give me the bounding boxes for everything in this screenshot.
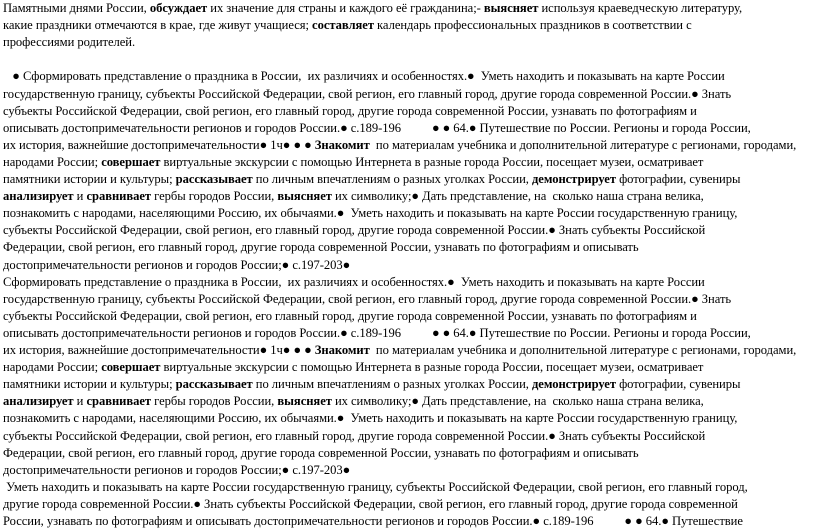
text-line — [3, 154, 703, 171]
text-run: и — [73, 189, 87, 204]
text-run: познакомить с народами, населяющими Россию, их обычаями.● Уметь находить и показывать на карте России государственную границу, — [3, 206, 738, 221]
text-line — [3, 17, 692, 34]
bold-term: рассказывает — [175, 172, 253, 186]
text-run: субъекты Российской Федерации, свой регион, его главный город, другие города современной России, узнавать по фотографиям и — [3, 103, 697, 118]
text-run: государственную границу, субъекты Российской Федерации, свой регион, его главный город, другие города современной России.● Знать — [3, 86, 732, 101]
text-run: памятники истории и культуры; — [3, 172, 176, 186]
bold-term: совершает — [101, 360, 161, 375]
text-line — [3, 137, 796, 154]
text-run: по материалам учебника и дополнительной литературе с регионами, городами, — [369, 343, 797, 357]
bold-term: обсуждает — [149, 1, 208, 15]
bold-term: демонстрирует — [531, 172, 616, 186]
bold-term: составляет — [312, 18, 374, 33]
text-line — [3, 120, 751, 137]
text-run: гербы городов России, — [151, 394, 278, 409]
text-line — [3, 291, 731, 308]
text-run: их история, важнейшие достопримечательности● 1ч● ● ● — [3, 137, 315, 152]
text-line — [3, 308, 697, 325]
text-run: по личным впечатлениям о разных уголках России, — [252, 172, 532, 186]
bold-term: выясняет — [483, 1, 539, 15]
text-run: их значение для страны и каждого её гражданина;- — [207, 1, 484, 15]
bold-term: выясняет — [277, 189, 332, 204]
bold-term: анализирует — [3, 189, 74, 204]
text-run: субъекты Российской Федерации, свой регион, его главный город, другие города современной России, узнавать по фотографиям и — [3, 308, 697, 323]
text-run: и — [73, 394, 87, 409]
text-run: виртуальные экскурсии с помощью Интернета в разные города России, посещает музеи, осматривает — [160, 360, 704, 375]
text-line — [3, 257, 350, 274]
text-run: их история, важнейшие достопримечательности● 1ч● ● ● — [3, 343, 315, 357]
text-run: России, узнавать по фотографиям и описывать достопримечательности регионов и городов России.● с.189-196 ● ● 64.● Путешествие — [3, 514, 743, 528]
text-line — [3, 34, 135, 51]
text-run: по материалам учебника и дополнительной литературе с регионами, городами, — [369, 137, 797, 152]
text-run: их символику;● Дать представление, на сколько наша страна велика, — [331, 189, 704, 204]
text-run: субъекты Российской Федерации, свой регион, его главный город, другие города современной России.● Знать субъекты Российской — [3, 428, 706, 443]
bold-term: сравнивает — [86, 394, 152, 409]
text-run: по личным впечатлениям о разных уголках России, — [252, 377, 532, 392]
text-line — [3, 103, 697, 120]
text-line — [3, 171, 740, 188]
bold-term: Знакомит — [314, 137, 370, 152]
text-line — [3, 496, 738, 513]
text-line — [3, 462, 350, 479]
text-line — [3, 428, 705, 445]
text-line — [3, 342, 796, 359]
text-line — [3, 376, 740, 393]
text-run: Памятными днями России, — [3, 1, 150, 15]
text-run: фотографии, сувениры — [615, 172, 741, 186]
text-run: виртуальные экскурсии с помощью Интернета в разные города России, посещает музеи, осматривает — [160, 154, 704, 169]
text-line — [3, 222, 705, 239]
bold-term: сравнивает — [86, 189, 152, 204]
bold-term: демонстрирует — [531, 377, 616, 392]
text-line — [3, 479, 748, 496]
text-line — [3, 410, 737, 427]
text-line — [3, 188, 704, 205]
text-run: народами России; — [3, 154, 102, 169]
text-line — [3, 325, 751, 342]
text-run: субъекты Российской Федерации, свой регион, его главный город, другие города современной России.● Знать субъекты Российской — [3, 223, 706, 238]
text-line — [3, 359, 703, 376]
text-run: фотографии, сувениры — [615, 377, 741, 392]
text-line — [3, 393, 704, 410]
text-run: ● Сформировать представление о праздника в России, их различиях и особенностях.● Уметь находить и показывать на карте России — [3, 69, 725, 84]
text-run: памятники истории и культуры; — [3, 377, 176, 392]
text-line — [3, 86, 731, 103]
text-run: их символику;● Дать представление, на сколько наша страна велика, — [331, 394, 704, 409]
text-run: Федерации, свой регион, его главный город, другие города современной России, узнавать по фотографиям и описывать — [3, 445, 639, 460]
text-line — [3, 274, 705, 291]
text-run: познакомить с народами, населяющими Россию, их обычаями.● Уметь находить и показывать на карте России государственную границу, — [3, 411, 738, 426]
text-run: какие праздники отмечаются в крае, где живут учащиеся; — [3, 18, 313, 33]
text-run: используя краеведческую литературу, — [538, 1, 743, 15]
text-run: Сформировать представление о праздника в России, их различиях и особенностях.● Уметь находить и показывать на карте России — [3, 274, 705, 289]
bold-term: выясняет — [277, 394, 332, 409]
bold-term: Знакомит — [314, 343, 370, 357]
text-run: народами России; — [3, 360, 102, 375]
text-line — [3, 513, 743, 530]
bold-term: рассказывает — [175, 377, 253, 392]
text-line — [3, 0, 742, 17]
bold-term: совершает — [101, 154, 161, 169]
text-line — [3, 239, 639, 256]
text-run: государственную границу, субъекты Российской Федерации, свой регион, его главный город, другие города современной России.● Знать — [3, 291, 732, 306]
text-line — [3, 68, 725, 85]
text-run: описывать достопримечательности регионов и городов России.● с.189-196 ● ● 64.● Путешествие по России. Регионы и города России, — [3, 120, 751, 135]
text-line — [3, 205, 737, 222]
text-run: описывать достопримечательности регионов и городов России.● с.189-196 ● ● 64.● Путешествие по России. Регионы и города России, — [3, 325, 751, 340]
text-run: гербы городов России, — [151, 189, 278, 204]
text-run: другие города современной России.● Знать субъекты Российской Федерации, свой регион, его главный город, другие города современной — [3, 496, 738, 511]
text-run: достопримечательности регионов и городов России;● с.197-203● — [3, 462, 351, 477]
text-run: Уметь находить и показывать на карте России государственную границу, субъекты Российской Федерации, свой регион, его главный город, — [3, 479, 748, 494]
text-line — [3, 445, 639, 462]
text-run: профессиями родителей. — [3, 35, 136, 50]
text-run: календарь профессиональных праздников в соответствии с — [373, 18, 692, 33]
text-run: Федерации, свой регион, его главный город, другие города современной России, узнавать по фотографиям и описывать — [3, 240, 639, 255]
bold-term: анализирует — [3, 394, 74, 409]
text-run: достопримечательности регионов и городов России;● с.197-203● — [3, 257, 351, 272]
